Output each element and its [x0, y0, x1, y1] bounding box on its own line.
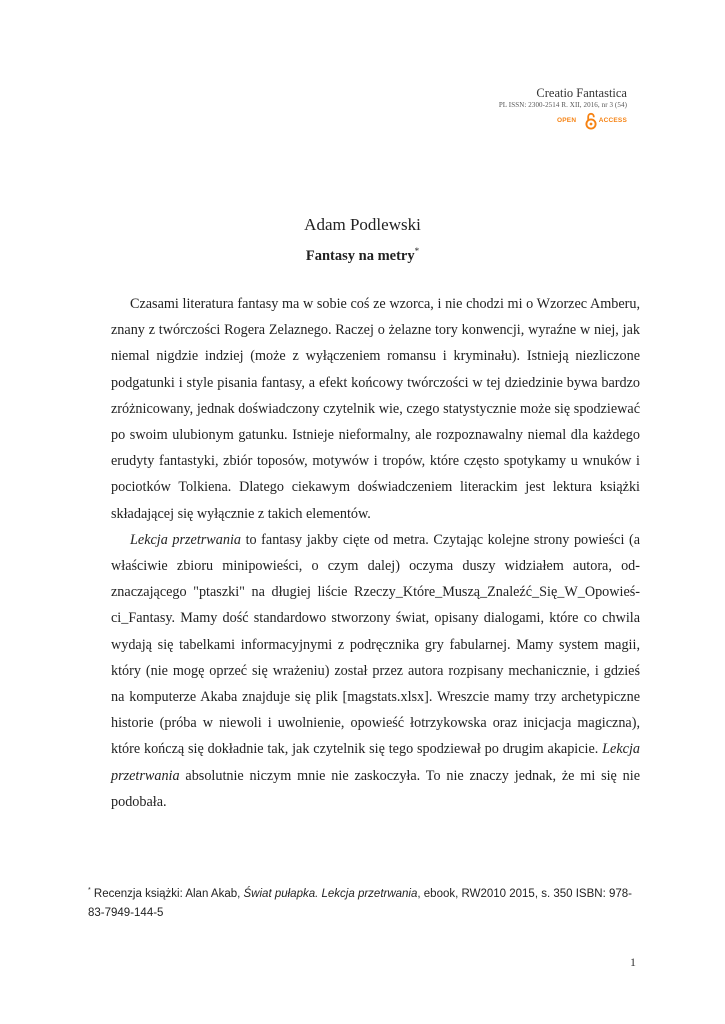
italic-book-title: Lekcja przetrwania [130, 531, 241, 548]
footnote-suffix: , ebook, RW2010 2015, s. 350 ISBN: 978-83-7949-144-5 [88, 887, 632, 919]
open-access-logo [557, 112, 627, 130]
article-title-line [0, 246, 725, 265]
footnote-prefix: Recenzja książki: Alan Akab, [90, 887, 244, 900]
issn-line: PL ISSN: 2300-2514 R. XII, 2016, nr 3 (54) [498, 101, 627, 109]
footnote-mark: * [88, 887, 91, 894]
author-name: Adam Podlewski [304, 215, 421, 234]
open-lock-icon [585, 112, 597, 130]
title-footnote-mark: * [414, 246, 420, 256]
journal-title: Creatio Fantastica [536, 86, 627, 100]
article-body [111, 291, 640, 815]
journal-masthead [498, 86, 627, 124]
body-paragraph [111, 291, 640, 527]
paragraph-text: absolutnie niczym mnie nie zaskoczyła. To nie znaczy jednak, że mi się nie podobała. [111, 767, 640, 810]
footnote-book-title: Świat pułapka. Lekcja przetrwania [243, 887, 418, 900]
italic-book-title: Lekcja przetrwania [111, 741, 640, 784]
open-access-label-open: OPEN [557, 117, 577, 124]
footnote [88, 881, 640, 923]
open-access-label-access: ACCESS [598, 117, 627, 124]
paragraph-text: to fantasy jakby cięte od metra. Czytając kolejne strony powieści (a właściwie zbioru minipowieści, o czym dalej) oczyma duszy widziałem autora, odznaczającego "ptaszki" na długiej liście Rzeczy_Które_Muszą_Znaleźć_Się_W_Opowieści_Fantasy. Mamy dość standardowo stworzony świat, opisany dialogami, które co chwila wydają się tabelkami informacyjnymi z podręcznika gry fabularnej. Mamy system magii, który (nie mogę oprzeć się wrażeniu) został przez autora rozpisany mechanicznie, i gdzieś na komputerze Akaba znajduje się plik [magstats.xlsx]. Wreszcie mamy trzy archetypiczne historie (próba w niewoli i uwolnienie, opowieść łotrzykowska oraz inicjacja magiczna), które kończą się dokładnie tak, jak czytelnik się tego spodziewał po drugim akapicie. [111, 531, 640, 758]
page-number: 1 [630, 955, 636, 969]
article-title: Fantasy na metry [305, 247, 415, 264]
body-paragraph [111, 527, 640, 815]
paragraph-text: Czasami literatura fantasy ma w sobie coś ze wzorca, i nie chodzi mi o Wzorzec Amberu, znany z twórczości Rogera Zelaznego. Raczej o żelazne tory konwencji, wyraźne w niej, jak niemal nigdzie indziej (może z wyłączeniem romansu i kryminału). Istnieją niezliczone podgatunki i style pisania fantasy, a efekt końcowy twórczości w tej dziedzinie bywa bardzo zróżnicowany, jednak doświadczony czytelnik wie, czego statystycznie może się spodziewać po swoim ulubionym gatunku. Istnieje nieformalny, ale rozpoznawalny niemal dla każdego erudyty fantastyki, zbiór toposów, motywów i tropów, które często spotykamy u wnuków i pociotków Tolkiena. Dlatego ciekawym doświadczeniem literackim jest lektura książki składającej się wyłącznie z takich elementów. [111, 296, 640, 522]
